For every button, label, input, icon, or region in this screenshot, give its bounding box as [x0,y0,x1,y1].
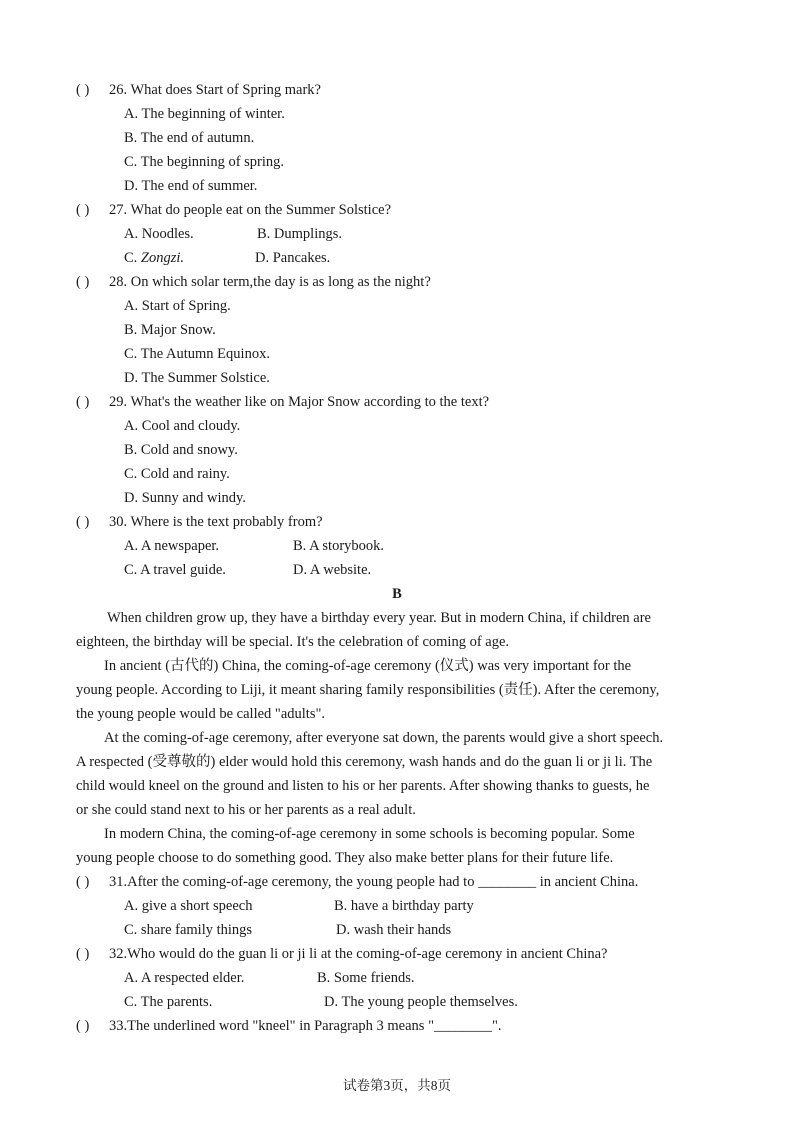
question-26 [76,78,724,102]
option-a: A. Start of Spring. [124,298,231,314]
zongzi-italic: Zongzi. [140,250,185,266]
answer-bracket[interactable]: ( ) [76,1018,90,1034]
option-a: A. Cool and cloudy. [124,418,241,434]
option-d: D. The end of summer. [124,178,258,194]
question-29 [76,390,724,414]
option-c: C. The parents. [124,994,213,1010]
section-heading: B [392,586,402,602]
question-text: 29. What's the weather like on Major Snow according to the text? [109,394,490,410]
option-d: D. The Summer Solstice. [124,370,270,386]
option-b: B. Some friends. [317,970,415,986]
option-row [124,534,724,558]
answer-bracket[interactable]: ( ) [76,874,90,890]
option-b: B. The end of autumn. [124,130,255,146]
question-33 [76,1014,724,1038]
question-text: 33.The underlined word "kneel" in Paragraph 3 means "________". [109,1018,502,1034]
answer-bracket[interactable]: ( ) [76,202,90,218]
question-32 [76,942,724,966]
option-c: C. Cold and rainy. [124,466,230,482]
option-d: D. wash their hands [336,922,452,938]
passage-line: child would kneel on the ground and listen to his or her parents. After showing thanks to guests, he [76,778,650,794]
option-b: B. Dumplings. [257,226,342,242]
passage-line: eighteen, the birthday will be special. It's the celebration of coming of age. [76,634,510,650]
option-c: C. share family things [124,922,253,938]
passage-line: or she could stand next to his or her parents as a real adult. [76,802,416,818]
question-text: 30. Where is the text probably from? [109,514,323,530]
option-a: A. The beginning of winter. [124,106,285,122]
option-b: B. Cold and snowy. [124,442,238,458]
option-row [124,894,724,918]
option-c: C. The beginning of spring. [124,154,285,170]
option-d: D. Pancakes. [255,250,331,266]
page-footer: 试卷第3页，共8页 [343,1078,451,1093]
option-row [124,918,724,942]
answer-bracket[interactable]: ( ) [76,946,90,962]
option-a: A. A respected elder. [124,970,245,986]
passage-line: young people choose to do something good. They also make better plans for their future life. [76,850,614,866]
option-c: C. Zongzi. [124,250,185,266]
passage-line: In modern China, the coming-of-age ceremony in some schools is becoming popular. Some [104,826,635,842]
option-b: B. Major Snow. [124,322,216,338]
question-27 [76,198,724,222]
question-28 [76,270,724,294]
option-c: C. The Autumn Equinox. [124,346,270,362]
question-30 [76,510,724,534]
option-row [124,558,724,582]
question-text: 26. What does Start of Spring mark? [109,82,321,98]
question-text: 28. On which solar term,the day is as long as the night? [109,274,431,290]
answer-bracket[interactable]: ( ) [76,514,90,530]
option-a: A. give a short speech [124,898,253,914]
option-d: D. Sunny and windy. [124,490,246,506]
answer-bracket[interactable]: ( ) [76,274,90,290]
passage-line: When children grow up, they have a birthday every year. But in modern China, if children are [107,610,651,626]
option-row [124,990,724,1014]
option-row [124,966,724,990]
option-d: D. The young people themselves. [324,994,518,1010]
option-row [124,222,724,246]
passage-line: A respected (受尊敬的) elder would hold this ceremony, wash hands and do the guan li or ji li. The [76,754,653,770]
passage-line: At the coming-of-age ceremony, after everyone sat down, the parents would give a short speech. [104,730,664,746]
option-row [124,246,724,270]
passage-line: In ancient (古代的) China, the coming-of-age ceremony (仪式) was very important for the [104,658,632,674]
option-b: B. A storybook. [293,538,385,554]
passage-line: young people. According to Liji, it meant sharing family responsibilities (责任). After the ceremony, [76,682,660,698]
question-text: 27. What do people eat on the Summer Solstice? [109,202,392,218]
question-text: 31.After the coming-of-age ceremony, the young people had to ________ in ancient China. [109,874,639,890]
option-d: D. A website. [293,562,372,578]
answer-bracket[interactable]: ( ) [76,394,90,410]
option-a: A. A newspaper. [124,538,220,554]
answer-bracket[interactable]: ( ) [76,82,90,98]
question-text: 32.Who would do the guan li or ji li at the coming-of-age ceremony in ancient China? [109,946,608,962]
option-b: B. have a birthday party [334,898,474,914]
option-c: C. A travel guide. [124,562,226,578]
option-a: A. Noodles. [124,226,194,242]
question-31 [76,870,724,894]
passage-line: the young people would be called "adults". [76,706,326,722]
